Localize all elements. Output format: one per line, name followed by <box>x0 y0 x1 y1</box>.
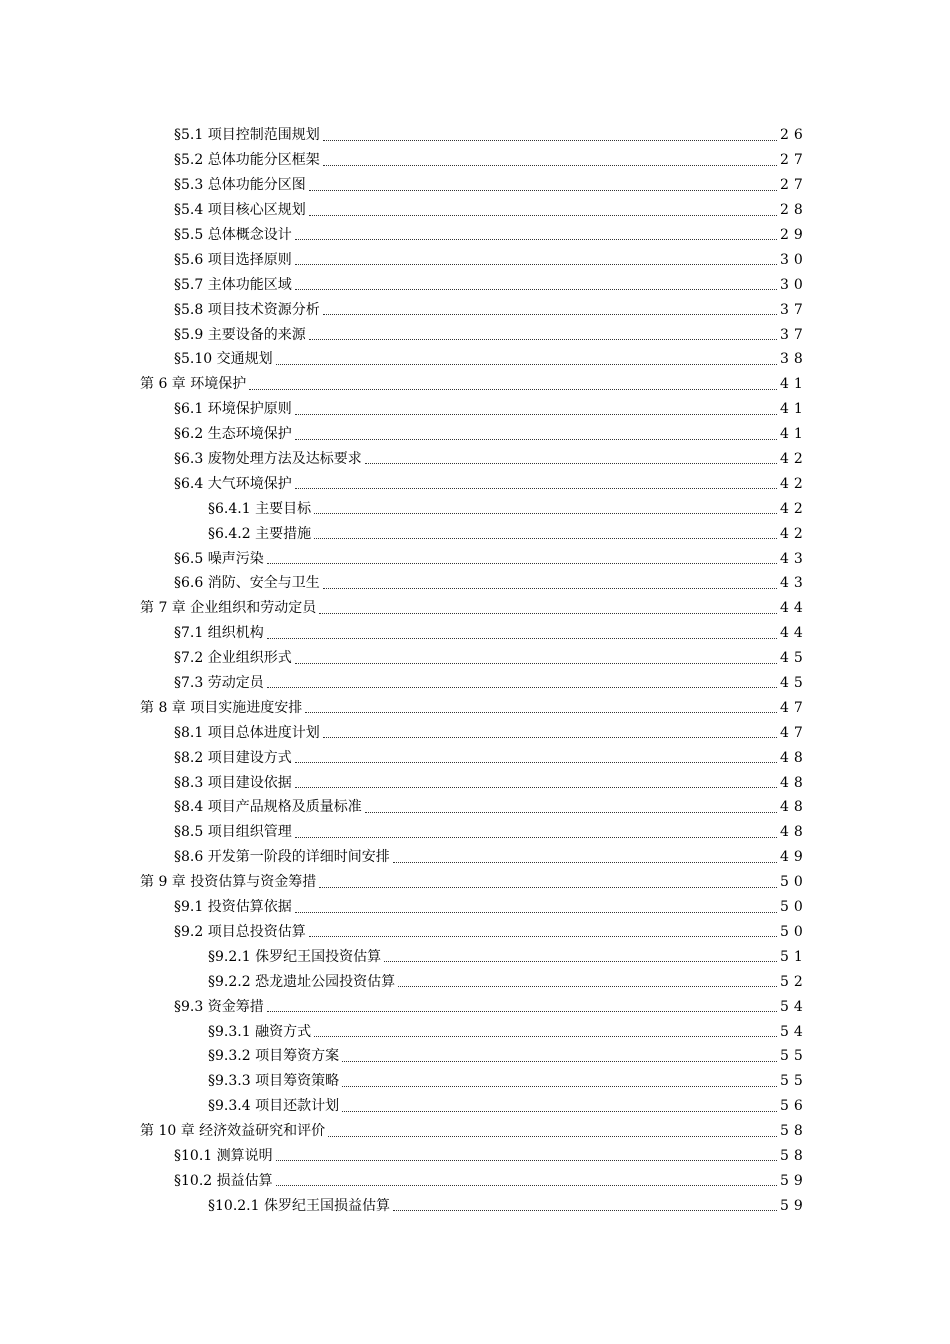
toc-dot-leader <box>295 238 777 240</box>
toc-entry-title: 第 6 章 环境保护 <box>140 376 247 393</box>
toc-entry-title: §9.3.4 项目还款计划 <box>208 1098 340 1115</box>
toc-entry-title: §5.5 总体概念设计 <box>174 227 292 243</box>
toc-entry-title: §5.2 总体功能分区框架 <box>174 152 320 169</box>
toc-entry-title: §9.2 项目总投资估算 <box>174 923 306 940</box>
toc-entry[interactable] <box>0 123 950 148</box>
toc-entry-page-number: 48 <box>780 749 808 766</box>
toc-entry-page-number: 58 <box>780 1147 808 1164</box>
toc-entry-title: §5.9 主要设备的来源 <box>174 326 306 343</box>
toc-entry-page-number: 28 <box>780 202 808 219</box>
toc-dot-leader <box>314 537 777 539</box>
toc-entry-title: §5.6 项目选择原则 <box>174 251 292 268</box>
toc-entry[interactable] <box>0 621 950 646</box>
toc-entry[interactable] <box>0 1144 950 1169</box>
toc-dot-leader <box>267 562 777 564</box>
toc-entry[interactable] <box>0 994 950 1019</box>
toc-dot-leader <box>305 711 777 713</box>
toc-dot-leader <box>295 438 777 440</box>
toc-entry-title: §9.2.1 侏罗纪王国投资估算 <box>208 948 382 965</box>
toc-entry[interactable] <box>0 1168 950 1193</box>
toc-entry[interactable] <box>0 695 950 720</box>
toc-entry[interactable] <box>0 471 950 496</box>
toc-entry-page-number: 48 <box>780 824 808 841</box>
toc-dot-leader <box>276 363 777 365</box>
toc-entry-page-number: 59 <box>780 1197 808 1214</box>
toc-dot-leader <box>309 214 777 216</box>
toc-dot-leader <box>393 1209 777 1211</box>
toc-entry-title: §5.8 项目技术资源分析 <box>174 301 320 318</box>
toc-entry[interactable] <box>0 422 950 447</box>
toc-entry-title: §8.3 项目建设依据 <box>174 774 292 791</box>
toc-entry[interactable] <box>0 1094 950 1119</box>
toc-dot-leader <box>384 960 777 962</box>
toc-entry-page-number: 48 <box>780 799 808 816</box>
toc-dot-leader <box>295 288 777 290</box>
toc-entry-page-number: 43 <box>780 550 808 567</box>
toc-dot-leader <box>276 1159 777 1161</box>
toc-entry-page-number: 52 <box>780 973 808 990</box>
toc-entry-page-number: 48 <box>780 774 808 791</box>
toc-dot-leader <box>249 388 777 390</box>
toc-entry-page-number: 38 <box>780 351 808 368</box>
toc-entry-page-number: 55 <box>780 1048 808 1065</box>
toc-entry[interactable] <box>0 247 950 272</box>
toc-entry[interactable] <box>0 895 950 920</box>
toc-dot-leader <box>323 587 777 589</box>
toc-dot-leader <box>276 1184 777 1186</box>
toc-entry-title: §7.1 组织机构 <box>174 625 264 642</box>
toc-dot-leader <box>365 462 777 464</box>
toc-dot-leader <box>323 313 777 315</box>
toc-dot-leader <box>323 164 777 166</box>
toc-entry-title: §6.4.1 主要目标 <box>208 500 312 517</box>
toc-entry-page-number: 50 <box>780 874 808 891</box>
toc-entry-page-number: 42 <box>780 451 808 468</box>
toc-dot-leader <box>295 487 777 489</box>
toc-entry-title: §8.2 项目建设方式 <box>174 749 292 766</box>
toc-entry-title: §9.3 资金筹措 <box>174 998 264 1015</box>
toc-entry-page-number: 55 <box>780 1073 808 1090</box>
toc-dot-leader <box>314 1035 777 1037</box>
toc-entry-title: 第 8 章 项目实施进度安排 <box>140 699 303 716</box>
toc-entry[interactable] <box>0 496 950 521</box>
toc-entry-page-number: 43 <box>780 575 808 592</box>
toc-entry[interactable] <box>0 521 950 546</box>
toc-entry-title: §6.4 大气环境保护 <box>174 475 292 492</box>
toc-entry-page-number: 50 <box>780 923 808 940</box>
toc-entry[interactable] <box>0 397 950 422</box>
toc-dot-leader <box>309 935 777 937</box>
toc-entry[interactable] <box>0 1193 950 1218</box>
toc-entry-page-number: 29 <box>780 227 808 243</box>
toc-entry-page-number: 44 <box>780 625 808 642</box>
toc-dot-leader <box>267 637 777 639</box>
toc-dot-leader <box>295 786 777 788</box>
toc-entry[interactable] <box>0 148 950 173</box>
toc-dot-leader <box>295 761 777 763</box>
toc-entry-title: §9.2.2 恐龙遗址公园投资估算 <box>208 973 396 990</box>
toc-entry-title: §7.2 企业组织形式 <box>174 650 292 667</box>
toc-entry-page-number: 54 <box>780 998 808 1015</box>
toc-dot-leader <box>295 263 777 265</box>
toc-dot-leader <box>295 413 777 415</box>
toc-entry-page-number: 41 <box>780 376 808 393</box>
toc-entry[interactable] <box>0 1044 950 1069</box>
toc-entry-title: §8.4 项目产品规格及质量标准 <box>174 799 362 816</box>
toc-entry-title: §6.3 废物处理方法及达标要求 <box>174 451 362 468</box>
toc-entry-title: 第 10 章 经济效益研究和评价 <box>140 1123 326 1140</box>
toc-entry-page-number: 41 <box>780 401 808 418</box>
toc-entry-page-number: 37 <box>780 301 808 318</box>
toc-entry-title: §10.2.1 侏罗纪王国损益估算 <box>208 1197 390 1214</box>
toc-entry-title: §6.1 环境保护原则 <box>174 401 292 418</box>
toc-entry-page-number: 56 <box>780 1098 808 1115</box>
toc-dot-leader <box>393 861 777 863</box>
toc-entry-page-number: 42 <box>780 525 808 542</box>
toc-entry-page-number: 26 <box>780 127 808 144</box>
toc-entry-title: §7.3 劳动定员 <box>174 675 264 692</box>
toc-entry-page-number: 47 <box>780 699 808 716</box>
toc-entry-page-number: 41 <box>780 426 808 443</box>
toc-entry[interactable] <box>0 1069 950 1094</box>
toc-entry-page-number: 54 <box>780 1023 808 1040</box>
toc-entry-page-number: 51 <box>780 948 808 965</box>
toc-dot-leader <box>309 189 777 191</box>
toc-entry[interactable] <box>0 297 950 322</box>
toc-dot-leader <box>323 736 777 738</box>
toc-entry-page-number: 42 <box>780 500 808 517</box>
toc-entry[interactable] <box>0 571 950 596</box>
toc-entry[interactable] <box>0 223 950 248</box>
toc-entry-title: 第 9 章 投资估算与资金筹措 <box>140 874 317 891</box>
toc-entry-page-number: 45 <box>780 675 808 692</box>
toc-entry[interactable] <box>0 671 950 696</box>
toc-entry-title: §5.4 项目核心区规划 <box>174 202 306 219</box>
toc-entry[interactable] <box>0 820 950 845</box>
toc-entry-title: §6.4.2 主要措施 <box>208 525 312 542</box>
toc-entry[interactable] <box>0 795 950 820</box>
toc-entry-page-number: 30 <box>780 276 808 293</box>
toc-entry[interactable] <box>0 845 950 870</box>
toc-entry-title: §9.3.3 项目筹资策略 <box>208 1073 340 1090</box>
toc-entry-title: 第 7 章 企业组织和劳动定员 <box>140 600 317 617</box>
toc-entry[interactable] <box>0 272 950 297</box>
toc-entry[interactable] <box>0 198 950 223</box>
toc-dot-leader <box>309 338 777 340</box>
toc-entry-page-number: 45 <box>780 650 808 667</box>
toc-entry-title: §8.6 开发第一阶段的详细时间安排 <box>174 849 390 866</box>
toc-dot-leader <box>295 836 777 838</box>
toc-entry-title: §6.6 消防、安全与卫生 <box>174 575 320 592</box>
toc-dot-leader <box>323 139 777 141</box>
toc-entry-title: §8.1 项目总体进度计划 <box>174 724 320 741</box>
toc-entry-page-number: 37 <box>780 326 808 343</box>
toc-entry-title: §8.5 项目组织管理 <box>174 824 292 841</box>
toc-dot-leader <box>365 811 777 813</box>
toc-entry[interactable] <box>0 1119 950 1144</box>
toc-entry-page-number: 27 <box>780 152 808 169</box>
toc-dot-leader <box>342 1110 777 1112</box>
toc-entry-page-number: 47 <box>780 724 808 741</box>
toc-entry[interactable] <box>0 173 950 198</box>
toc-entry-title: §9.1 投资估算依据 <box>174 899 292 916</box>
toc-entry[interactable] <box>0 870 950 895</box>
table-of-contents <box>0 123 950 1218</box>
toc-entry-page-number: 27 <box>780 177 808 194</box>
toc-entry-title: §6.2 生态环境保护 <box>174 426 292 443</box>
toc-dot-leader <box>267 1010 777 1012</box>
toc-entry[interactable] <box>0 770 950 795</box>
toc-entry[interactable] <box>0 920 950 945</box>
toc-dot-leader <box>328 1135 777 1137</box>
toc-dot-leader <box>267 686 777 688</box>
toc-entry[interactable] <box>0 596 950 621</box>
toc-entry[interactable] <box>0 347 950 372</box>
toc-entry-title: §5.3 总体功能分区图 <box>174 177 306 194</box>
toc-dot-leader <box>398 985 777 987</box>
toc-entry-page-number: 50 <box>780 899 808 916</box>
toc-entry-page-number: 58 <box>780 1123 808 1140</box>
toc-entry[interactable] <box>0 646 950 671</box>
toc-entry-title: §5.1 项目控制范围规划 <box>174 127 320 144</box>
toc-entry[interactable] <box>0 372 950 397</box>
toc-entry-title: §10.2 损益估算 <box>174 1172 273 1189</box>
toc-entry[interactable] <box>0 720 950 745</box>
toc-entry[interactable] <box>0 546 950 571</box>
toc-entry-title: §9.3.1 融资方式 <box>208 1023 312 1040</box>
toc-dot-leader <box>314 512 777 514</box>
toc-dot-leader <box>295 662 777 664</box>
toc-entry[interactable] <box>0 447 950 472</box>
toc-entry[interactable] <box>0 944 950 969</box>
toc-entry[interactable] <box>0 1019 950 1044</box>
toc-entry-page-number: 44 <box>780 600 808 617</box>
toc-entry[interactable] <box>0 969 950 994</box>
toc-dot-leader <box>319 612 777 614</box>
toc-entry[interactable] <box>0 745 950 770</box>
toc-dot-leader <box>342 1085 777 1087</box>
toc-entry-page-number: 30 <box>780 251 808 268</box>
toc-entry-page-number: 59 <box>780 1172 808 1189</box>
toc-dot-leader <box>342 1060 777 1062</box>
toc-entry-title: §9.3.2 项目筹资方案 <box>208 1048 340 1065</box>
toc-dot-leader <box>295 911 777 913</box>
toc-entry-title: §5.7 主体功能区域 <box>174 276 292 293</box>
toc-entry-title: §10.1 测算说明 <box>174 1147 273 1164</box>
toc-dot-leader <box>319 886 777 888</box>
toc-entry-title: §6.5 噪声污染 <box>174 550 264 567</box>
toc-entry-page-number: 42 <box>780 475 808 492</box>
toc-entry-title: §5.10 交通规划 <box>174 351 273 368</box>
toc-entry-page-number: 49 <box>780 849 808 866</box>
toc-entry[interactable] <box>0 322 950 347</box>
